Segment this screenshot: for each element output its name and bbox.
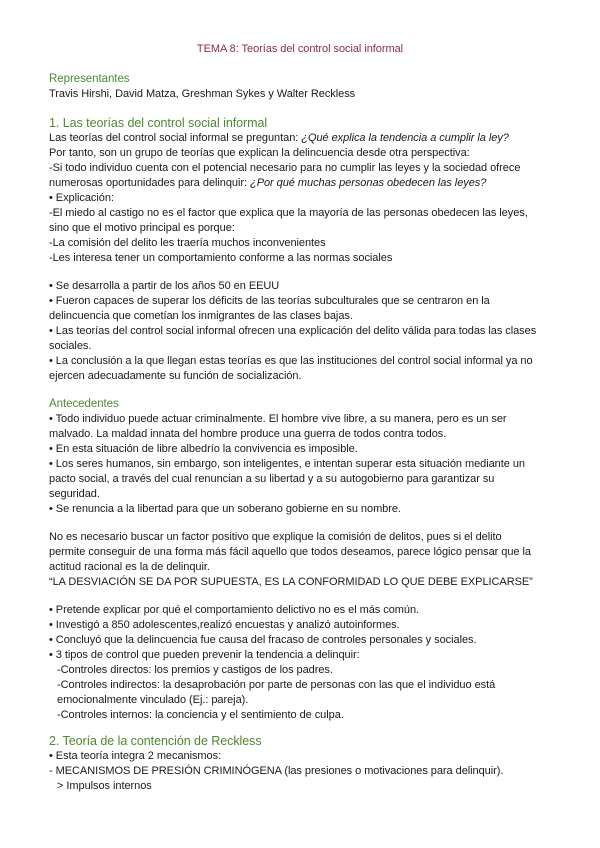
antecedentes-line: malvado. La maldad innata del hombre produce una guerra de todos contra todos. [49, 428, 447, 440]
line-text: numerosas oportunidades para delinquir: [49, 177, 251, 189]
document-title: TEMA 8: Teorías del control social informal [196, 43, 404, 55]
section-1-line: • Explicación: [49, 192, 114, 204]
section-1-line: -Les interesa tener un comportamiento conforme a las normas sociales [49, 252, 393, 264]
antecedentes-bullet: • Concluyó que la delincuencia fue causa del fracaso de controles personales y sociales. [49, 634, 477, 646]
section-2-line: • Esta teoría integra 2 mecanismos: [49, 750, 222, 762]
line-text: Las teorías del control social informal se preguntan: [49, 132, 302, 144]
antecedentes-paragraph: actitud racional es la de delinquir. [49, 561, 210, 573]
section-1-line: -La comisión del delito les traería muchos inconvenientes [49, 237, 326, 249]
section-1-line: Por tanto, son un grupo de teorías que explican la delincuencia desde otra perspectiva: [49, 147, 470, 159]
section-1-line [49, 176, 486, 190]
antecedentes-quote: “LA DESVIACIÓN SE DA POR SUPUESTA, ES LA CONFORMIDAD LO QUE DEBE EXPLICARSE” [49, 576, 533, 588]
antecedentes-line: pacto social, a través del cual renuncian a su libertad y a su autogobierno para garantizar su [49, 473, 495, 485]
section-1-line: sino que el motivo principal es porque: [49, 222, 235, 234]
line-emphasis: ¿Por qué muchas personas obedecen las leyes? [250, 177, 487, 189]
representantes-heading: Representantes [49, 73, 130, 85]
section-2-line: - MECANISMOS DE PRESIÓN CRIMINÓGENA (las presiones o motivaciones para delinquir). [49, 765, 504, 777]
antecedentes-line: • Los seres humanos, sin embargo, son inteligentes, e intentan superar esta situación mediante un [49, 458, 525, 470]
section-1-bullet: • Las teorías del control social informal ofrecen una explicación del delito válida para todas las clases [49, 325, 537, 337]
antecedentes-line: seguridad. [49, 488, 100, 500]
representantes-names: Travis Hirshi, David Matza, Greshman Sykes y Walter Reckless [49, 88, 356, 100]
antecedentes-bullet: • Investigó a 850 adolescentes,realizó encuestas y analizó autoinformes. [49, 619, 400, 631]
section-2-heading: 2. Teoría de la contención de Reckless [49, 734, 262, 748]
antecedentes-line: • Se renuncia a la libertad para que un soberano gobierne en su nombre. [49, 503, 401, 515]
section-2-line: > Impulsos internos [57, 780, 152, 792]
section-1-bullet: ejercen adecuadamente su función de socialización. [49, 370, 302, 382]
section-1-bullet: • Fueron capaces de superar los déficits de las teorías subculturales que se centraron en la [49, 295, 490, 307]
control-type-line: -Controles directos: los premios y castigos de los padres. [57, 664, 333, 676]
line-emphasis: ¿Qué explica la tendencia a cumplir la ley? [301, 132, 509, 144]
section-1-line [49, 131, 509, 145]
section-1-bullet: delincuencia que cometían los inmigrantes de las clases bajas. [49, 310, 353, 322]
section-1-bullet: sociales. [49, 340, 92, 352]
antecedentes-heading: Antecedentes [49, 398, 119, 410]
antecedentes-paragraph: No es necesario buscar un factor positivo que explique la comisión de delitos, pues si el delito [49, 531, 502, 543]
section-1-bullet: • Se desarrolla a partir de los años 50 en EEUU [49, 280, 280, 292]
section-1-line: -El miedo al castigo no es el factor que explica que la mayoría de las personas obedecen las leyes, [49, 207, 528, 219]
section-1-line: -Si todo individuo cuenta con el potencial necesario para no cumplir las leyes y la sociedad ofrece [49, 162, 521, 174]
antecedentes-bullet: • 3 tipos de control que pueden prevenir la tendencia a delinquir: [49, 649, 360, 661]
control-type-line: emocionalmente vinculado (Ej.: pareja). [57, 694, 249, 706]
antecedentes-paragraph: permite conseguir de una forma más fácil aquello que todos deseamos, parece lógico pensar que la [49, 546, 531, 558]
control-type-line: -Controles indirectos: la desaprobación por parte de personas con las que el individuo está [57, 679, 496, 691]
antecedentes-line: • Todo individuo puede actuar criminalmente. El hombre vive libre, a su manera, pero es un ser [49, 413, 507, 425]
antecedentes-line: • En esta situación de libre albedrío la convivencia es imposible. [49, 443, 358, 455]
section-1-bullet: • La conclusión a la que llegan estas teorías es que las instituciones del control social informal ya no [49, 355, 533, 367]
section-1-heading: 1. Las teorías del control social informal [49, 116, 268, 130]
antecedentes-bullet: • Pretende explicar por qué el comportamiento delictivo no es el más común. [49, 604, 420, 616]
control-type-line: -Controles internos: la conciencia y el sentimiento de culpa. [57, 709, 344, 721]
